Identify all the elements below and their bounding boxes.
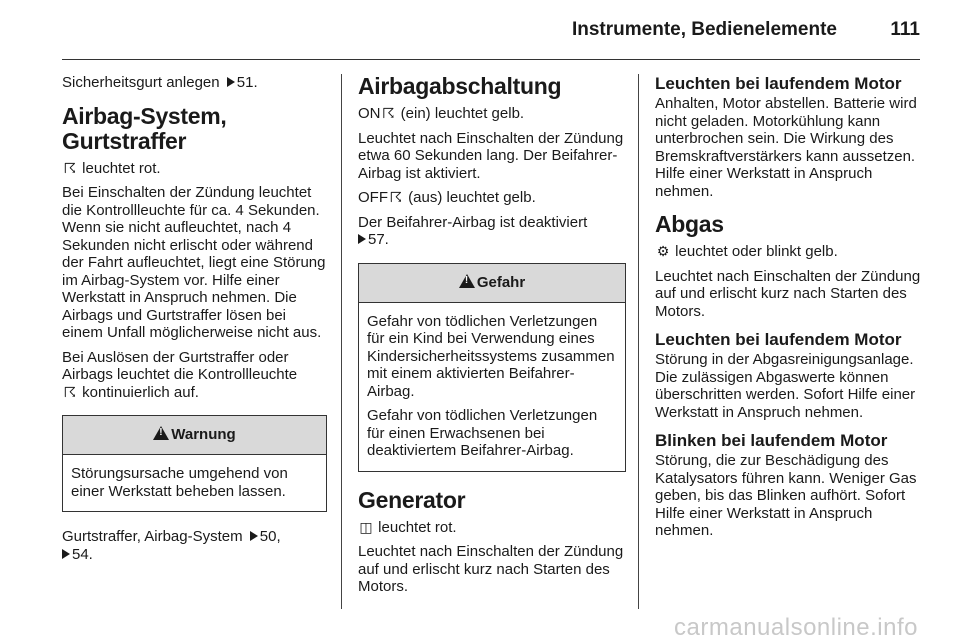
engine-icon: ⚙ xyxy=(656,243,670,259)
off-paragraph: Der Beifahrer-Airbag ist deaktiviert 57. xyxy=(358,213,588,248)
reference-arrow-icon xyxy=(62,549,70,559)
page-ref-link[interactable]: 57. xyxy=(368,231,389,248)
abgas-light-desc: ⚙ leuchtet oder blinkt gelb. xyxy=(656,243,838,260)
page-title: Instrumente, Bedienelemente xyxy=(571,19,837,40)
reference-arrow-icon xyxy=(250,531,258,541)
generator-light-desc: ◫ leuchtet rot. xyxy=(359,518,457,536)
reference-arrow-icon xyxy=(227,77,235,87)
warning-box-header: !Warnung xyxy=(63,416,326,455)
subheading-blinking: Blinken bei laufendem Motor xyxy=(655,431,888,450)
section-heading-generator: Generator xyxy=(358,486,466,513)
warning-box-body: Störungsursache umgehend von einer Werkstatt beheben lassen. xyxy=(71,465,288,500)
danger-box xyxy=(358,263,626,472)
on-paragraph: Leuchtet nach Einschalten der Zündung etwa 60 Sekunden lang. Der Beifahrer-Airbag ist aktiviert. xyxy=(358,129,624,182)
footer-reference: Gurtstraffer, Airbag-System 50, 54. xyxy=(62,528,281,563)
page-ref-link[interactable]: 51. xyxy=(236,74,258,91)
subheading-motor-running-2: Leuchten bei laufendem Motor xyxy=(655,330,902,349)
motor-running-2-paragraph: Störung in der Abgasreinigungsanlage. Die zulässigen Abgaswerte können überschritten werden. Sofort Hilfe einer Werkstatt in Anspruch nehmen. xyxy=(655,351,916,421)
battery-icon: ◫ xyxy=(359,518,373,535)
column-divider-1 xyxy=(341,74,342,609)
page-number: 111 xyxy=(890,19,920,40)
blinking-paragraph: Störung, die zur Beschädigung des Katalysators führen kann. Weniger Gas geben, bis das Blinken aufhört. Sofort Hilfe einer Werkstatt in Anspruch nehmen. xyxy=(655,452,917,539)
off-indicator-line: OFF ☈ (aus) leuchtet gelb. xyxy=(358,189,536,206)
danger-box-body: Gefahr von tödlichen Verletzungen für ein Kind bei Verwendung eines Kindersicherheitssystems zusammen mit einem aktivierten Beifahrer-Airbag. Gefahr von tödlichen Verletzungen für einen Erwachsenen bei deaktiviertem Beifahrer-Airbag. xyxy=(367,312,615,459)
warning-box xyxy=(62,415,327,512)
header-rule xyxy=(62,59,920,60)
airbag-trigger-paragraph: Bei Auslösen der Gurtstraffer oder Airbags leuchtet die Kontrollleuchte ☈ kontinuierlich auf. xyxy=(62,348,298,401)
motor-running-paragraph: Anhalten, Motor abstellen. Batterie wird nicht geladen. Motorkühlung kann unterbrochen sein. Die Wirkung des Bremskraftverstärkers kann aussetzen. Hilfe einer Werkstatt in Anspruch nehmen. xyxy=(655,95,917,200)
airbag-person-icon: ☈ xyxy=(63,159,77,176)
warning-triangle-icon xyxy=(153,426,169,440)
page-header xyxy=(0,0,960,60)
page-ref-link[interactable]: 50, xyxy=(259,528,281,545)
generator-paragraph: Leuchtet nach Einschalten der Zündung auf und erlischt kurz nach Starten des Motors. xyxy=(358,543,624,595)
on-indicator-line: ON ☈ (ein) leuchtet gelb. xyxy=(358,105,525,122)
abgas-paragraph: Leuchtet nach Einschalten der Zündung auf und erlischt kurz nach Starten des Motors. xyxy=(655,267,921,320)
intro-paragraph: Sicherheitsgurt anlegen 51. xyxy=(62,74,258,91)
section-heading-airbag-deactivation: Airbagabschaltung xyxy=(358,73,562,99)
column-1 xyxy=(62,74,327,570)
airbag-on-icon: ☈ xyxy=(382,105,395,121)
airbag-person-icon: ☈ xyxy=(63,383,77,400)
subheading-motor-running: Leuchten bei laufendem Motor xyxy=(655,74,902,93)
warning-triangle-icon xyxy=(459,274,475,288)
danger-box-header: !Gefahr xyxy=(359,264,625,303)
column-3 xyxy=(655,74,923,547)
airbag-light-desc: ☈ leuchtet rot. xyxy=(63,159,161,177)
section-heading-airbag-system: Airbag-System, Gurtstraffer xyxy=(62,102,227,154)
airbag-off-icon: ☈ xyxy=(389,189,403,205)
column-divider-2 xyxy=(638,74,639,609)
section-heading-abgas: Abgas xyxy=(655,211,724,237)
page-ref-link[interactable]: 54. xyxy=(72,545,93,563)
reference-arrow-icon xyxy=(358,234,366,244)
airbag-paragraph: Bei Einschalten der Zündung leuchtet die Kontrollleuchte für ca. 4 Sekunden. Wenn sie nicht aufleuchtet, nach 4 Sekunden nicht erlischt oder während der Fahrt aufleuchtet, liegt eine Störung im Airbag-System vor. Hilfe einer Werkstatt in Anspruch nehmen. Die Airbags und Gurtstraffer lösen bei einem Unfall möglicherweise nicht aus. xyxy=(62,184,326,341)
watermark: carmanualsonline.info xyxy=(674,614,918,641)
column-2 xyxy=(358,74,626,603)
